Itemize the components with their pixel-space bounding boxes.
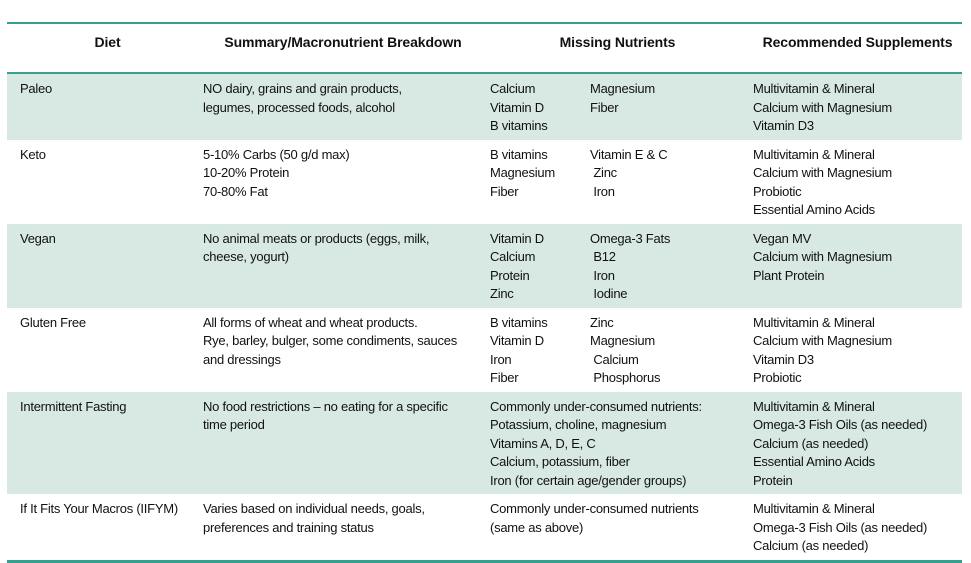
missing-nutrients-subcolumn-1: [490, 230, 590, 304]
supplement-item: Probiotic: [753, 183, 802, 199]
supplement-item: Omega-3 Fish Oils (as needed): [753, 417, 928, 432]
missing-nutrients-cell: [483, 74, 745, 140]
missing-nutrients-subcolumn-2: [590, 80, 655, 136]
nutrient-item: Protein: [490, 267, 530, 283]
nutrient-line: Potassium, choline, magnesium: [490, 417, 667, 432]
column-header-summary: Summary/Macronutrient Breakdown: [224, 34, 462, 50]
table-row: [7, 392, 962, 495]
nutrient-item: Magnesium: [590, 81, 655, 96]
table-body: [7, 74, 962, 560]
diet-cell: Vegan: [20, 230, 56, 246]
missing-nutrients-cell: [483, 224, 745, 308]
summary-cell: [195, 74, 483, 140]
summary-line: legumes, processed foods, alcohol: [203, 99, 395, 115]
nutrient-item: Vitamin E & C: [590, 146, 668, 162]
diet-cell: Paleo: [20, 81, 52, 96]
supplements-cell: [745, 224, 962, 308]
summary-line: 70-80% Fat: [203, 183, 268, 199]
summary-line: cheese, yogurt): [203, 249, 289, 264]
summary-line: 10-20% Protein: [203, 165, 290, 180]
summary-line: No animal meats or products (eggs, milk,: [203, 230, 430, 246]
supplement-item: Vitamin D3: [753, 118, 814, 133]
missing-nutrients-subcolumn-2: [590, 230, 670, 304]
supplement-item: Calcium with Magnesium: [753, 165, 892, 180]
nutrient-item: B vitamins: [490, 146, 548, 162]
supplements-cell: [745, 140, 962, 224]
diet-supplements-table: [7, 22, 962, 563]
supplement-item: Multivitamin & Mineral: [753, 314, 875, 330]
missing-nutrients-subcolumn-1: [490, 80, 590, 136]
nutrient-item: Omega-3 Fats: [590, 230, 671, 246]
missing-nutrients-cell: [483, 494, 745, 560]
nutrient-line: Commonly under-consumed nutrients:: [490, 398, 702, 414]
nutrient-item: Fiber: [490, 183, 519, 199]
missing-nutrients-columns: [490, 146, 745, 202]
missing-nutrients-subcolumn-1: [490, 314, 590, 388]
nutrient-item: Vitamin D: [490, 230, 544, 246]
nutrient-item: Zinc: [490, 286, 514, 301]
summary-cell: [195, 224, 483, 308]
supplement-item: Calcium with Magnesium: [753, 249, 892, 264]
summary-cell: [195, 494, 483, 560]
missing-nutrients-subcolumn-2: [590, 146, 667, 202]
table-row: [7, 74, 962, 140]
nutrient-item: Calcium: [490, 249, 536, 264]
nutrient-item: Magnesium: [590, 333, 655, 348]
diet-cell: If It Fits Your Macros (IIFYM): [20, 501, 178, 516]
summary-cell: [195, 392, 483, 495]
nutrient-item: Zinc: [590, 165, 617, 180]
summary-line: and dressings: [203, 351, 281, 367]
missing-nutrients-cell: [483, 140, 745, 224]
nutrient-item: Fiber: [490, 370, 519, 385]
column-header-diet: Diet: [94, 34, 121, 50]
summary-cell: [195, 308, 483, 392]
supplement-item: Plant Protein: [753, 267, 825, 283]
nutrient-line: Iron (for certain age/gender groups): [490, 472, 687, 488]
summary-line: Rye, barley, bulger, some condiments, sauces: [203, 333, 457, 348]
nutrient-item: B vitamins: [490, 118, 548, 133]
missing-nutrients-subcolumn-2: [590, 314, 660, 388]
summary-line: No food restrictions – no eating for a specific: [203, 398, 448, 414]
nutrient-line: (same as above): [490, 519, 584, 535]
table-row: [7, 140, 962, 224]
missing-nutrients-columns: [490, 230, 745, 304]
nutrient-item: Zinc: [590, 314, 614, 330]
supplement-item: Multivitamin & Mineral: [753, 146, 875, 162]
table-header-row: [7, 24, 962, 74]
supplements-cell: [745, 392, 962, 495]
supplement-item: Vitamin D3: [753, 351, 814, 367]
nutrient-item: Vitamin D: [490, 99, 544, 115]
nutrient-item: Calcium: [490, 81, 536, 96]
table-row: [7, 224, 962, 308]
missing-nutrients-columns: [490, 80, 745, 136]
supplement-item: Essential Amino Acids: [753, 454, 875, 469]
nutrient-item: Calcium: [590, 351, 639, 367]
column-header-recommended-supplements: Recommended Supplements: [762, 34, 953, 50]
summary-line: Varies based on individual needs, goals,: [203, 501, 425, 516]
summary-line: NO dairy, grains and grain products,: [203, 81, 402, 96]
nutrient-item: Iodine: [590, 286, 628, 301]
summary-line: All forms of wheat and wheat products.: [203, 314, 418, 330]
supplement-item: Calcium (as needed): [753, 435, 869, 451]
summary-line: time period: [203, 417, 265, 432]
nutrient-line: Calcium, potassium, fiber: [490, 454, 630, 469]
supplement-item: Multivitamin & Mineral: [753, 81, 875, 96]
supplement-item: Multivitamin & Mineral: [753, 398, 875, 414]
diet-cell: Gluten Free: [20, 314, 86, 330]
supplement-item: Essential Amino Acids: [753, 202, 875, 217]
supplements-cell: [745, 308, 962, 392]
summary-cell: [195, 140, 483, 224]
nutrient-item: Iron: [590, 183, 615, 199]
column-header-missing-nutrients: Missing Nutrients: [559, 34, 676, 50]
supplements-cell: [745, 494, 962, 560]
supplement-item: Protein: [753, 472, 793, 488]
nutrient-item: Iron: [490, 351, 512, 367]
supplement-item: Multivitamin & Mineral: [753, 501, 875, 516]
nutrient-item: B12: [590, 249, 616, 264]
missing-nutrients-subcolumn-1: [490, 146, 590, 202]
missing-nutrients-cell: [483, 308, 745, 392]
nutrient-line: Commonly under-consumed nutrients: [490, 501, 699, 516]
supplement-item: Calcium with Magnesium: [753, 333, 892, 348]
missing-nutrients-cell: [483, 392, 745, 495]
table-row: [7, 308, 962, 392]
nutrient-line: Vitamins A, D, E, C: [490, 435, 596, 451]
supplement-item: Probiotic: [753, 370, 802, 385]
summary-line: 5-10% Carbs (50 g/d max): [203, 146, 350, 162]
supplement-item: Calcium (as needed): [753, 538, 869, 553]
supplement-item: Calcium with Magnesium: [753, 99, 892, 115]
supplement-item: Omega-3 Fish Oils (as needed): [753, 519, 928, 535]
table-row: [7, 494, 962, 560]
nutrient-item: Vitamin D: [490, 333, 544, 348]
diet-cell: Intermittent Fasting: [20, 398, 127, 414]
supplement-item: Vegan MV: [753, 230, 811, 246]
supplements-cell: [745, 74, 962, 140]
nutrient-item: Magnesium: [490, 165, 555, 180]
nutrient-item: Phosphorus: [590, 370, 661, 385]
nutrient-item: B vitamins: [490, 314, 548, 330]
diet-cell: Keto: [20, 146, 46, 162]
nutrient-item: Fiber: [590, 99, 619, 115]
nutrient-item: Iron: [590, 267, 615, 283]
missing-nutrients-columns: [490, 314, 745, 388]
summary-line: preferences and training status: [203, 519, 374, 535]
